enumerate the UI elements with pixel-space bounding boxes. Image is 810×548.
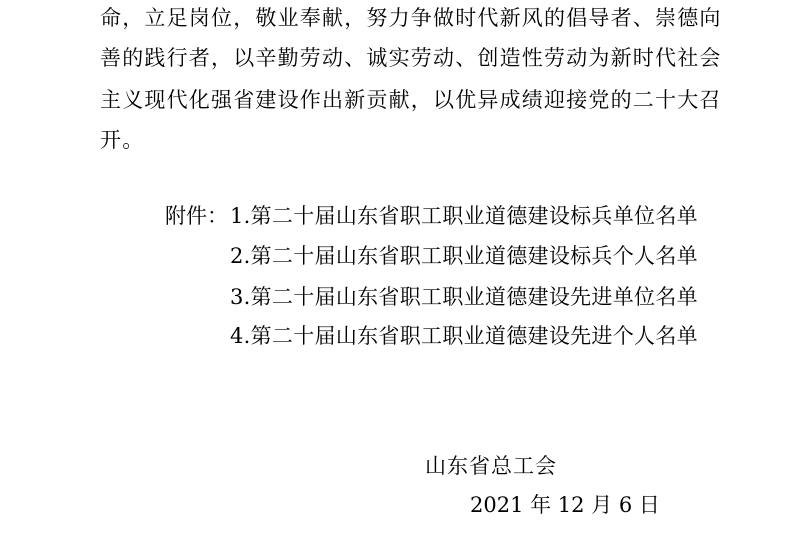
attachments-label: 附件： — [165, 204, 228, 228]
body-text-line: 主义现代化强省建设作出新贡献，以优异成绩迎接党的二十大召 — [100, 88, 722, 112]
issue-date: 2021 年 12 月 6 日 — [470, 493, 660, 517]
body-text-line: 命，立足岗位，敬业奉献，努力争做时代新风的倡导者、崇德向 — [100, 6, 722, 30]
issuer-name: 山东省总工会 — [425, 454, 557, 478]
body-text-line: 善的践行者，以辛勤劳动、诚实劳动、创造性劳动为新时代社会 — [100, 46, 722, 70]
attachment-item: 4.第二十届山东省职工职业道德建设先进个人名单 — [230, 324, 698, 348]
body-text-line: 开。 — [100, 128, 145, 152]
attachment-item: 2.第二十届山东省职工职业道德建设标兵个人名单 — [230, 244, 698, 268]
attachment-item: 1.第二十届山东省职工职业道德建设标兵单位名单 — [230, 204, 698, 228]
attachment-item: 3.第二十届山东省职工职业道德建设先进单位名单 — [230, 285, 698, 309]
